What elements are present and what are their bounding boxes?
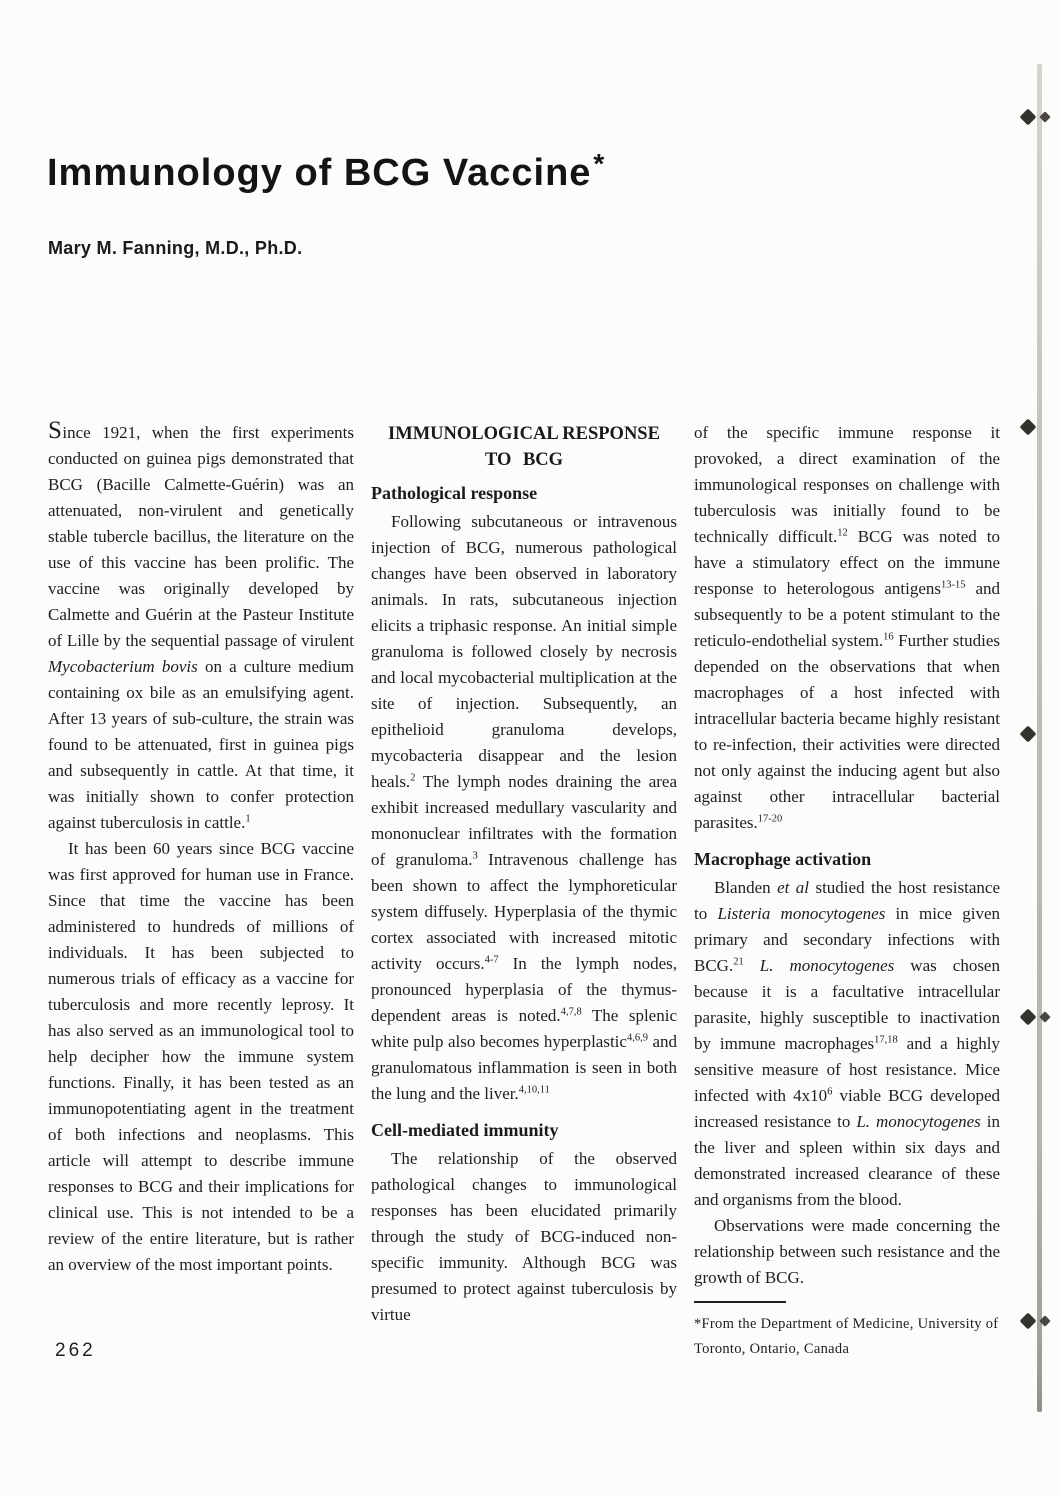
binding-clip-icon: [1022, 108, 1050, 126]
column-3: [694, 420, 1000, 1362]
article-title: Immunology of BCG Vaccine*: [47, 148, 606, 194]
section-heading-immunological-response: [371, 421, 677, 473]
paragraph-cell-mediated-immunity: The relationship of the observed pathological changes to immunological responses has been elucidated primarily through the study of BCG-induced non-specific immunity. Although BCG was presumed to protect against tuberculosis by virtue: [371, 1149, 677, 1324]
paragraph-history: It has been 60 years since BCG vaccine was first approved for human use in France. Since that time the vaccine has been administered to hundreds of millions of individuals. It has been subjected to numerous trials of efficacy as a vaccine for tuberculosis and more recently leprosy. It has also served as an immunological tool to help decipher how the immune system functions. Finally, it has been tested as an immunopotentiating agent in the treatment of both infections and neoplasms. This article will attempt to describe immune responses to BCG and their implications for clinical use. This is not intended to be a review of the entire literature, but is rather an overview of the most important points.: [48, 839, 354, 1274]
footnote-affiliation: *From the Department of Medicine, University of Toronto, Ontario, Canada: [694, 1316, 999, 1357]
binding-clip-icon: [1022, 725, 1050, 743]
paragraph-observations: Observations were made concerning the relationship between such resistance and the growth of BCG.: [694, 1216, 1000, 1287]
subsection-heading-pathological-response: Pathological response: [371, 483, 538, 503]
column-1: [48, 417, 354, 1278]
binding-clip-icon: [1022, 1008, 1050, 1026]
footnote-block: [694, 1291, 1000, 1362]
article-columns: [48, 417, 1000, 1362]
binding-clip-icon: [1022, 1312, 1050, 1330]
paragraph-specific-immune-response: of the specific immune response it provoked, a direct examination of the immunological responses on challenge with tuberculosis was initially found to be technically difficult.$^{12}$ BCG was noted to have a stimulatory effect on the immune response to heterologous antigens$^{13-15}$ and subsequently to be a potent stimulant to the reticulo-endothelial system.$^{16}$ Further studies depended on the observations that when macrophages of a host infected with intracellular bacteria became highly resistant to re-infection, their activities were directed not only against the inducing agent but also against other intracellular bacterial parasites.$^{17-20}$: [694, 423, 1000, 832]
page-number: 262: [55, 1340, 96, 1361]
paragraph-pathological-response: Following subcutaneous or intravenous injection of BCG, numerous pathological changes have been observed in laboratory animals. In rats, subcutaneous injection elicits a triphasic response. An initial simple granuloma is followed closely by necrosis and local mycobacterial multiplication at the site of injection. Subsequently, an epithelioid granuloma develops, mycobacteria disappear and the lesion heals.$^2$ The lymph nodes draining the area exhibit increased medullary vascularity and mononuclear infiltrates with the formation of granuloma.$^3$ Intravenous challenge has been shown to affect the lymphoreticular system diffusely. Hyperplasia of the thymic cortex associated with increased mitotic activity occurs.$^{4-7}$ In the lymph nodes, pronounced hyperplasia of the thymus-dependent areas is noted.$^{4,7,8}$ The splenic white pulp also becomes hyperplastic$^{4,6,9}$ and granulomatous inflammation is seen in both the lung and the liver.$^{4,10,11}$: [371, 512, 678, 1103]
author-line: Mary M. Fanning, M.D., Ph.D.: [48, 238, 303, 258]
column-2: [371, 420, 677, 1328]
paragraph-intro: Since 1921, when the first experiments conducted on guinea pigs demonstrated that BCG (Bacille Calmette-Guérin) was an attenuated, non-virulent and genetically stable tubercle bacillus, the literature on the use of this vaccine has been prolific. The vaccine was originally developed by Calmette and Guérin at the Pasteur Institute of Lille by the sequential passage of virulent Mycobacterium bovis on a culture medium containing ox bile as an emulsifying agent. After 13 years of sub-culture, the strain was found to be attenuated, first in guinea pigs and subsequently in cattle. At that time, it was initially shown to confer protection against tuberculosis in cattle.$^1$: [48, 417, 354, 832]
section-heading-line2: TO BCG: [484, 450, 564, 470]
subsection-heading-cell-mediated-immunity: Cell-mediated immunity: [371, 1120, 559, 1140]
section-heading-line1: IMMUNOLOGICAL RESPONSE: [388, 424, 660, 444]
footnote-divider: [694, 1301, 786, 1303]
subsection-heading-macrophage-activation: Macrophage activation: [694, 849, 872, 869]
binding-clip-icon: [1022, 418, 1050, 436]
paragraph-macrophage-activation: Blanden et al studied the host resistance to Listeria monocytogenes in mice given primary and secondary infections with BCG.$^{21}$ L. monocytogenes was chosen because it is a facultative intracellular parasite, highly susceptible to inactivation by immune macrophages$^{17,18}$ and a highly sensitive measure of host resistance. Mice infected with $4x10^6$ viable BCG developed increased resistance to L. monocytogenes in the liver and spleen within six days and demonstrated increased clearance of these and organisms from the blood.: [694, 878, 1000, 1209]
